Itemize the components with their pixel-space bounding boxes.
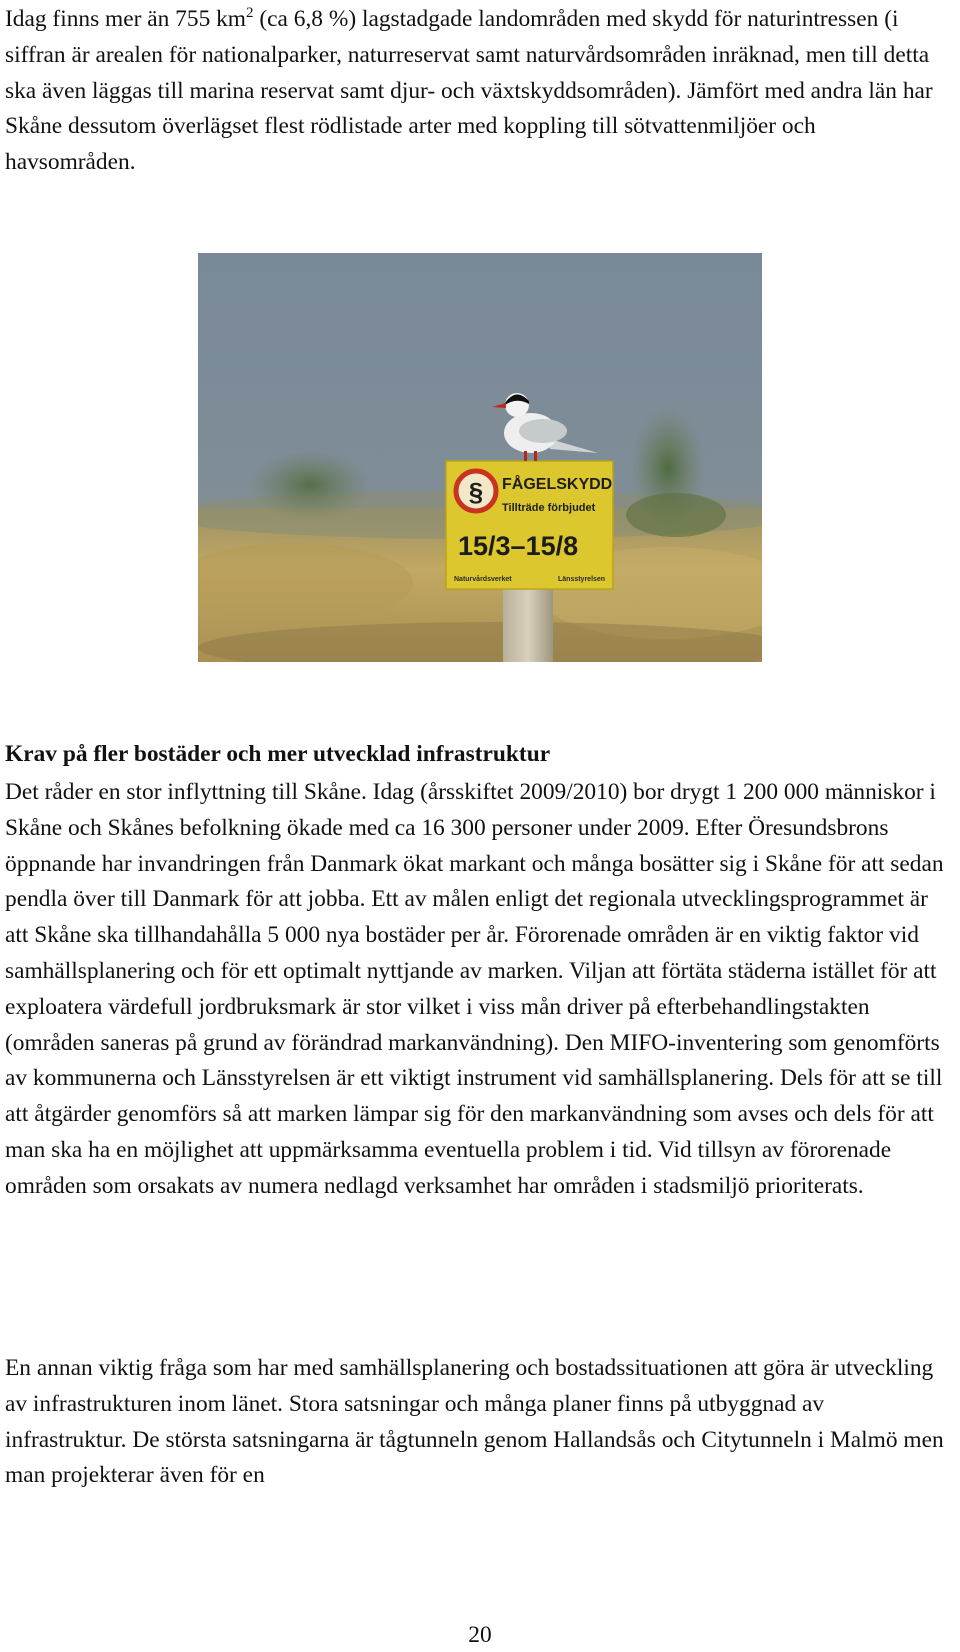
bush-left	[248, 449, 372, 521]
intro-text-rest: (ca 6,8 %) lagstadgade landområden med skydd för naturintressen (i siffran är arealen för nationalparker, naturreservat samt naturvårdsområden inräknad, men till detta ska även läggas till marina reservat samt djur- och växtskyddsområden). Jämfört med andra län har Skåne dessutom överlägset flest rödlistade arter med koppling till sötvattenmiljöer och havsområden.	[5, 6, 933, 176]
sign-subtitle: Tillträde förbjudet	[502, 502, 596, 514]
superscript-two: 2	[246, 5, 254, 21]
bird-protection-photo	[198, 253, 762, 662]
tree-right-base	[626, 493, 726, 537]
tern-wing	[519, 419, 567, 443]
tern-leg-left	[524, 451, 527, 461]
tern-leg-right	[534, 451, 537, 461]
sign-dates: 15/3–15/8	[458, 531, 579, 561]
section-paragraph-2: En annan viktig fråga som har med samhällsplanering och bostadssituationen att göra är utveckling av infrastrukturen inom länet. Stora satsningar och många planer finns på utbyggnad av infrastruktur. De största satsningarna är tågtunneln genom Hallandsås och Citytunneln i Malmö men man projekterar även för en	[5, 1355, 944, 1489]
law-symbol: §	[468, 477, 484, 507]
section-heading: Krav på fler bostäder och mer utvecklad infrastruktur	[5, 741, 551, 767]
sign-footer-left: Naturvårdsverket	[454, 576, 512, 583]
page-number: 20	[468, 1622, 492, 1648]
sign-footer-right: Länsstyrelsen	[558, 576, 606, 583]
intro-text-start: Idag finns mer än 755 km	[5, 6, 246, 32]
section-paragraph-1: Det råder en stor inflyttning till Skåne. Idag (årsskiftet 2009/2010) bor drygt 1 200 000 människor i Skåne och Skånes befolkning ökade med ca 16 300 personer under 2009. Efter Öresundsbrons öppnande har invandringen från Danmark ökat markant och många bosätter sig i Skåne för att sedan pendla över till Danmark för att jobba. Ett av målen enligt det regionala utvecklingsprogrammet är att Skåne ska tillhandahålla 5 000 nya bostäder per år. Förorenade områden är en viktig faktor vid samhällsplanering och för ett optimalt nyttjande av marken. Viljan att förtäta städerna istället för att exploatera värdefull jordbruksmark är stor vilket i viss mån driver på efterbehandlingstakten (områden saneras på grund av förändrad markanvändning). Den MIFO-inventering som genomförts av kommunerna och Länsstyrelsen är ett viktigt instrument vid samhällsplanering. Dels för att se till att åtgärder genomförs så att marken lämpar sig för den markanvändning som avses och dels för att man ska ha en möjlighet att uppmärksamma eventuella problem i tid. Vid tillsyn av förorenade områden som orsakats av numera nedlagd verksamhet har områden i stadsmiljö prioriterats.	[5, 779, 944, 1199]
sign-title: FÅGELSKYDD	[502, 476, 613, 493]
intro-paragraph	[5, 2, 950, 181]
sign-post	[503, 583, 553, 662]
